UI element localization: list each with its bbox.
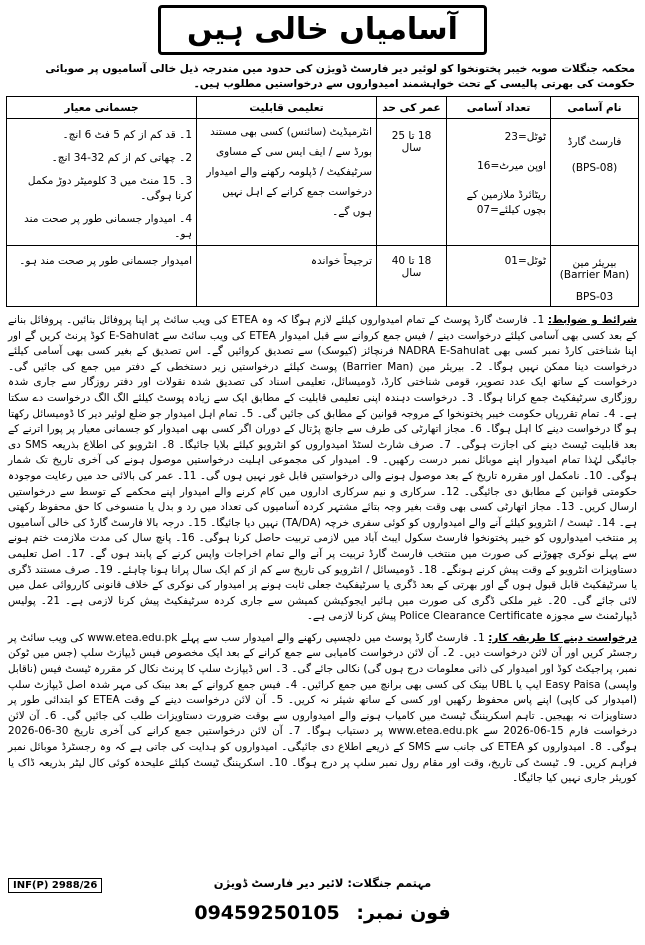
terms-text: 1۔ فارسٹ گارڈ پوسٹ کے تمام امیدواروں کیلئے لازم ہوگا کہ وہ ETEA کی ویب سائٹ پر اپنا پروفائل بنائیں۔ پروفائل بنانے کے بعد کسی بھی آسامی کیلئے درخواست دینے / فیس جمع کروانے سے قبل امیدوار ETEA کی ویب سائٹ سے E-Sahulat کوڈ پرنٹ کریں گے اور اپنا شناختی کارڈ نمبر کسی بھی NADRA E-Sahulat فرنچائز (کیوسک) سے تصدیق کروائیں گے۔ اس تصدیق کے بغیر کسی بھی آسامی کیلئے درخواست دینا ممکن نہیں ہوگا۔ 2۔ بیریئر مین (Barrier Man) پوسٹ کیلئے درخواستیں زیر دستخطی کے دفتر میں جمع کی جائیں گی۔ درخواست کے ساتھ ایک عدد تصویر، قومی شناختی کارڈ، ڈومیسائل، تعلیمی اسناد کی تصدیق شدہ نقولات اور دفتر روزگار سے جاری شدہ روزگاری سرٹیفکیٹ جمع کرانا ہوگا۔ 3۔ درخواست دہندہ اپنی تعلیمی قابلیت کے مطابق ایک سے زیادہ پوسٹ کیلئے الگ الگ درخواست دے سکتا ہے۔ 4۔ تمام تقرریاں حکومت خیبر پختونخوا کے مروجہ قوانین کے مطابق کی جائیں گی۔ 5۔ تمام اہل امیدوار جو ضلع لوئیر دیر کا ڈومیسائل رکھتا ہو گا درخواست دینے کا اہل ہوگا۔ 6۔ مجاز اتھارٹی کی طرف سے جانچ پڑتال کے دوران اگر کسی بھی امیدوار کو جسمانی معیار پر پورا اترنے کے بعد قابلیت ٹیسٹ دینے کی اجازت ہوگی۔ 7۔ صرف شارٹ لسٹڈ امیدواروں کو انٹرویو کیلئے بلایا جائیگا۔ 8۔ انٹرویو کی اطلاع بذریعہ SMS دی جائیگی لہٰذا تمام امیدوار اپنے موبائل نمبر درست رکھیں۔ 9۔ امیدوار کی مجموعی اہلیت درخواستیں موصول ہونے کی آخری تاریخ تک شمار ہوگی۔ 10۔ نامکمل اور مقررہ تاریخ کے بعد موصول ہونے والی درخواستیں قابل غور نہیں ہوں گی۔ 11۔ عمر کی بالائی حد میں رعایت موجودہ حکومتی قوانین کے مطابق دی جائیگی۔ 12۔ سرکاری و نیم سرکاری اداروں میں کام کرنے والے امیدوار اپنے محکمے کے توسط سے درخواستیں ارسال کریں۔ 13۔ مجاز اتھارٹی کسی بھی وقت بغیر وجہ بتائے مشتہر کردہ آسامیوں کی تعداد میں رد و بدل یا منسوخی کا حق محفوظ رکھتی ہے۔ 14۔ ٹیسٹ / انٹرویو کیلئے آنے والے امیدواروں کو کوئی سفری خرچہ (TA/DA) نہیں دیا جائیگا۔ 15۔ درجہ بالا فارسٹ گارڈ کی خالی آسامیوں پر منتخب امیدواروں کو خیبر پختونخوا فارسٹ سکول ایبٹ آباد میں لازمی تربیت حاصل کرنا ہوگی۔ 16۔ پانچ سال کی مدت ملازمت ختم ہونے سے پہلے نوکری چھوڑنے کی صورت میں منتخب فارسٹ گارڈ تربیت پر آنے والے تمام اخراجات واپس کرنے کے پابند ہوں گے۔ 17۔ اصل تعلیمی دستاویزات انٹرویو کے وقت پیش کرنے ہونگے۔ 18۔ ڈومیسائل / انٹرویو کی تاریخ سے کم از کم ایک سال پرانا ہونا چاہئے۔ 19۔ صرف مستند ڈگری یا سرٹیفکیٹ قابل قبول ہوں گے اور بھرتی کے بعد ڈگری یا سرٹیفکیٹ جعلی ثابت ہونے پر امیدوار کی نوکری کے خلاف قانونی کارروائی عمل میں لائی جائے گی۔ 20۔ غیر ملکی ڈگری کی صورت میں ہائیر ایجوکیشن کمیشن سے جاری کردہ سرٹیفکیٹ پیش کرنا لازمی ہے۔ 21۔ پولیس ڈیپارٹمنٹ سے مجوزہ Police Clearance Certificate پیش کرنا لازمی ہے۔ <box>8 314 638 623</box>
age-limit: 18 تا 25 سال <box>391 130 432 154</box>
issuing-authority: مہتمم جنگلات: لائیر دیر فارسٹ ڈویژن <box>213 876 432 890</box>
education-cell <box>197 246 377 307</box>
count-line: اوپن میرٹ=16 <box>477 160 546 172</box>
physical-line: امیدوار جسمانی طور پر صحت مند ہو۔ <box>19 255 192 267</box>
table-row <box>7 119 639 246</box>
count-line: ٹوٹل=01 <box>504 255 546 267</box>
post-scale: BPS-03 <box>575 291 614 303</box>
physical-line: 4۔ امیدوار جسمانی طور پر صحت مند ہو۔ <box>24 213 192 240</box>
education-cell <box>197 119 377 246</box>
physical-line: 2۔ چھاتی کم از کم 32-34 انچ۔ <box>51 152 192 164</box>
phone-label: فون نمبر: <box>356 902 451 924</box>
physical-line: 3۔ 15 منٹ میں 3 کلومیٹر دوڑ مکمل کرنا ہوگی۔ <box>27 175 192 202</box>
header-age-limit: عمر کی حد <box>377 97 447 119</box>
education-text: انٹرمیڈیٹ (سائنس) کسی بھی مستند بورڈ سے / ایف ایس سی کے مساوی سرٹیفکیٹ / ڈپلومہ رکھنے والے امیدوار درخواست جمع کرانے کے اہل نہیں ہوں گے۔ <box>206 126 372 218</box>
application-procedure <box>6 631 639 787</box>
post-scale: (BPS-08) <box>571 162 618 174</box>
post-name: بیریئر مین (Barrier Man) <box>559 257 630 281</box>
contact-line <box>0 902 645 924</box>
education-text: ترجیحاً خواندہ <box>310 255 372 267</box>
physical-cell <box>7 246 197 307</box>
header-education: تعلیمی قابلیت <box>197 97 377 119</box>
terms-heading: شرائط و ضوابط: <box>547 314 637 326</box>
header-post-count: تعداد آسامی <box>447 97 551 119</box>
age-limit: 18 تا 40 سال <box>391 255 432 279</box>
table-header-row <box>7 97 639 119</box>
posts-table <box>6 96 639 307</box>
terms-section <box>6 313 639 625</box>
table-row <box>7 246 639 307</box>
count-line: ریٹائرڈ ملازمین کے بچوں کیلئے=07 <box>466 189 546 216</box>
post-name: فارسٹ گارڈ <box>567 136 622 148</box>
post-count-cell <box>447 119 551 246</box>
post-name-cell <box>551 246 639 307</box>
intro-text: محکمہ جنگلات صوبہ خیبر پختونخوا کو لوئیر دیر فارسٹ ڈویژن کی حدود میں مندرجہ ذیل خالی آسامیوں پر صوبائی حکومت کی بھرتی پالیسی کے تحت خواہشمند امیدواروں سے درخواستیں مطلوب ہیں۔ <box>45 63 635 90</box>
age-cell <box>377 246 447 307</box>
phone-number: 09459250105 <box>194 902 340 924</box>
header-post-name: نام آسامی <box>551 97 639 119</box>
banner-title: آسامیاں خالی ہیں <box>158 5 487 55</box>
count-line: ٹوٹل=23 <box>504 131 546 143</box>
post-name-cell <box>551 119 639 246</box>
header-physical-standard: جسمانی معیار <box>7 97 197 119</box>
post-count-cell <box>447 246 551 307</box>
banner <box>6 4 639 56</box>
physical-line: 1۔ قد کم از کم 5 فٹ 6 انچ۔ <box>62 129 192 141</box>
procedure-text: 1۔ فارسٹ گارڈ پوسٹ میں دلچسپی رکھنے والے امیدوار سب سے پہلے www.etea.edu.pk کی ویب سائٹ پر رجسٹر کریں اور آن لائن درخواست دیں۔ 2۔ آن لائن درخواست کامیابی سے جمع کرانے کے بعد ایک مخصوص فیس ڈیپازٹ سلپ (جس میں ٹوکن نمبر، پراجیکٹ کوڈ اور امیدوار کی ذاتی معلومات درج ہوں گی) نکالی جائے گی۔ 3۔ اس ڈیپازٹ سلپ کا پرنٹ نکال کر مقررہ ٹیسٹ فیس (ناقابل واپسی) Easy Paisa ایپ یا UBL بینک کی کسی بھی برانچ میں جمع کرائیں۔ 4۔ فیس جمع کروانے کے بعد بینک کی مہر شدہ اصل ڈیپازٹ سلپ (امیدوار کی کاپی) اپنے پاس محفوظ رکھیں اور کسی کے ساتھ شیئر نہ کریں۔ 5۔ آن لائن درخواست دینے کے وقت ETEA کو ابتدائی طور پر دستاویزات نہ بھیجیں۔ تاہم اسکریننگ ٹیسٹ میں کامیاب ہونے والے امیدواروں سے بوقت ضرورت دستاویزات طلب کی جائیں گی۔ 6۔ آن لائن درخواست فارم 15-06-2026 سے www.etea.edu.pk پر دستیاب ہوگا۔ 7۔ آن لائن درخواستیں جمع کرانے کی آخری تاریخ 30-06-2026 ہوگی۔ 8۔ امیدواروں کو ETEA کی جانب سے SMS کے ذریعے اطلاع دی جائیگی۔ امیدواروں کو ہدایت کی جاتی ہے کہ وہ رجسٹرڈ موبائل نمبر فراہم کریں۔ 9۔ ٹیسٹ کی تاریخ، وقت اور مقام رول نمبر سلپ پر درج ہوگا۔ 10۔ اسکریننگ ٹیسٹ کیلئے علیحدہ کوئی کال لیٹر بذریعہ ڈاک یا کوریئر جاری نہیں کیا جائیگا۔ <box>8 631 638 785</box>
procedure-heading: درخواست دینے کا طریقہ کار: <box>488 631 638 644</box>
age-cell <box>377 119 447 246</box>
physical-cell <box>7 119 197 246</box>
reference-number: INF(P) 2988/26 <box>8 878 102 893</box>
